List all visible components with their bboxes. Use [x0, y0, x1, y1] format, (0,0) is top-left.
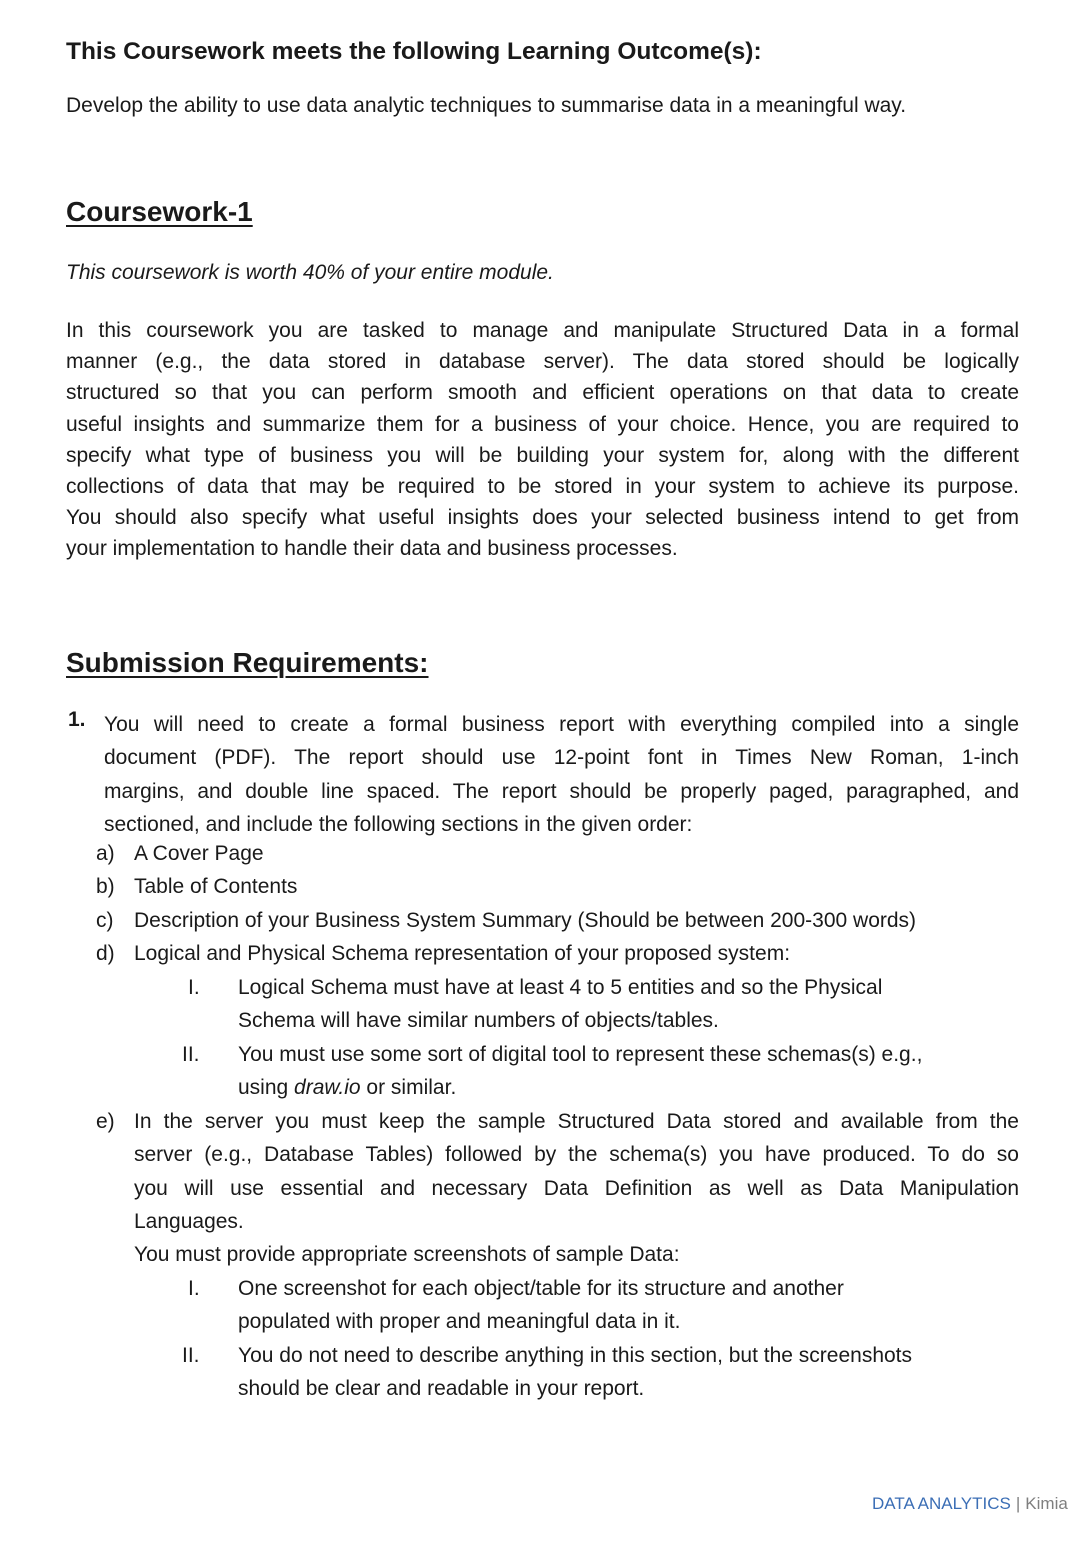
- section-a-label: a): [96, 842, 115, 865]
- section-d-i-line: Logical Schema must have at least 4 to 5 entities and so the Physical: [238, 976, 883, 999]
- section-d-ii-post: or similar.: [360, 1076, 457, 1099]
- section-e-i-line: populated with proper and meaningful data in it.: [238, 1310, 681, 1333]
- page-footer: [872, 1494, 1068, 1514]
- section-e-ii-line: You do not need to describe anything in this section, but the screenshots: [238, 1344, 913, 1367]
- section-d-ii-label: II.: [182, 1043, 200, 1066]
- section-e-i-label: I.: [188, 1277, 200, 1300]
- section-d-label: d): [96, 942, 115, 965]
- submission-requirements-title: Submission Requirements:: [66, 647, 429, 678]
- coursework-description-line: specify what type of business you will be building your system for, along with the different: [66, 443, 1019, 467]
- section-b-label: b): [96, 875, 115, 898]
- coursework-description-line: structured so that you can perform smooth and efficient operations on that data to create: [66, 381, 1019, 405]
- tool-name: draw.io: [294, 1076, 361, 1099]
- section-b-text: Table of Contents: [134, 875, 298, 898]
- section-a-text: A Cover Page: [134, 842, 264, 865]
- coursework-description-line: You should also specify what useful insights does your selected business intend to get from: [66, 506, 1019, 530]
- section-e-line: you will use essential and necessary Data Definition as well as Data Manipulation: [134, 1177, 1019, 1200]
- requirement-line: margins, and double line spaced. The report should be properly paged, paragraphed, and: [104, 779, 1019, 803]
- requirement-1-text: [104, 708, 1019, 841]
- section-e-line: Languages.: [134, 1210, 244, 1233]
- section-e-ii-label: II.: [182, 1344, 200, 1367]
- learning-outcome-heading: This Coursework meets the following Learning Outcome(s):: [66, 38, 762, 65]
- section-d-ii-line: You must use some sort of digital tool to represent these schemas(s) e.g.,: [238, 1043, 923, 1066]
- coursework-description-line: your implementation to handle their data and business processes.: [66, 537, 678, 561]
- section-e-line: In the server you must keep the sample Structured Data stored and available from the: [134, 1110, 1019, 1133]
- coursework-description-line: manner (e.g., the data stored in database server). The data stored should be logically: [66, 350, 1019, 374]
- coursework-description-line: useful insights and summarize them for a business of your choice. Hence, you are required to: [66, 412, 1019, 436]
- section-d-ii-pre: using: [238, 1076, 295, 1099]
- footer-module-name: DATA ANALYTICS: [872, 1494, 1011, 1513]
- section-d-text: Logical and Physical Schema representation of your proposed system:: [134, 942, 791, 965]
- section-d-ii-line: [238, 1076, 456, 1100]
- section-e-line: server (e.g., Database Tables) followed by the schema(s) you have produced. To do so: [134, 1143, 1019, 1166]
- requirement-line: sectioned, and include the following sections in the given order:: [104, 812, 693, 836]
- section-d-i-line: Schema will have similar numbers of objects/tables.: [238, 1009, 719, 1032]
- coursework-description-line: In this coursework you are tasked to manage and manipulate Structured Data in a formal: [66, 319, 1019, 342]
- coursework-description: [66, 315, 1019, 565]
- footer-author: Kimia: [1025, 1494, 1068, 1513]
- coursework-description-line: collections of data that may be required to be stored in your system to achieve its purpose.: [66, 474, 1019, 498]
- section-e-ii-line: should be clear and readable in your report.: [238, 1377, 645, 1400]
- section-c-text: Description of your Business System Summary (Should be between 200-300 words): [134, 909, 917, 932]
- section-e-label: e): [96, 1110, 115, 1133]
- requirement-number: 1.: [68, 708, 86, 731]
- learning-outcome-text: Develop the ability to use data analytic techniques to summarise data in a meaningful way.: [66, 94, 907, 117]
- section-d-i-label: I.: [188, 976, 200, 999]
- footer-separator: |: [1015, 1494, 1021, 1513]
- coursework-worth-note: This coursework is worth 40% of your entire module.: [66, 261, 554, 284]
- section-e-i-line: One screenshot for each object/table for its structure and another: [238, 1277, 844, 1300]
- section-c-label: c): [96, 909, 114, 932]
- requirement-line: document (PDF). The report should use 12-point font in Times New Roman, 1-inch: [104, 746, 1019, 770]
- screenshots-intro: You must provide appropriate screenshots of sample Data:: [134, 1243, 680, 1266]
- requirement-line: You will need to create a formal business report with everything compiled into a single: [104, 713, 1019, 736]
- coursework-title: Coursework-1: [66, 196, 253, 227]
